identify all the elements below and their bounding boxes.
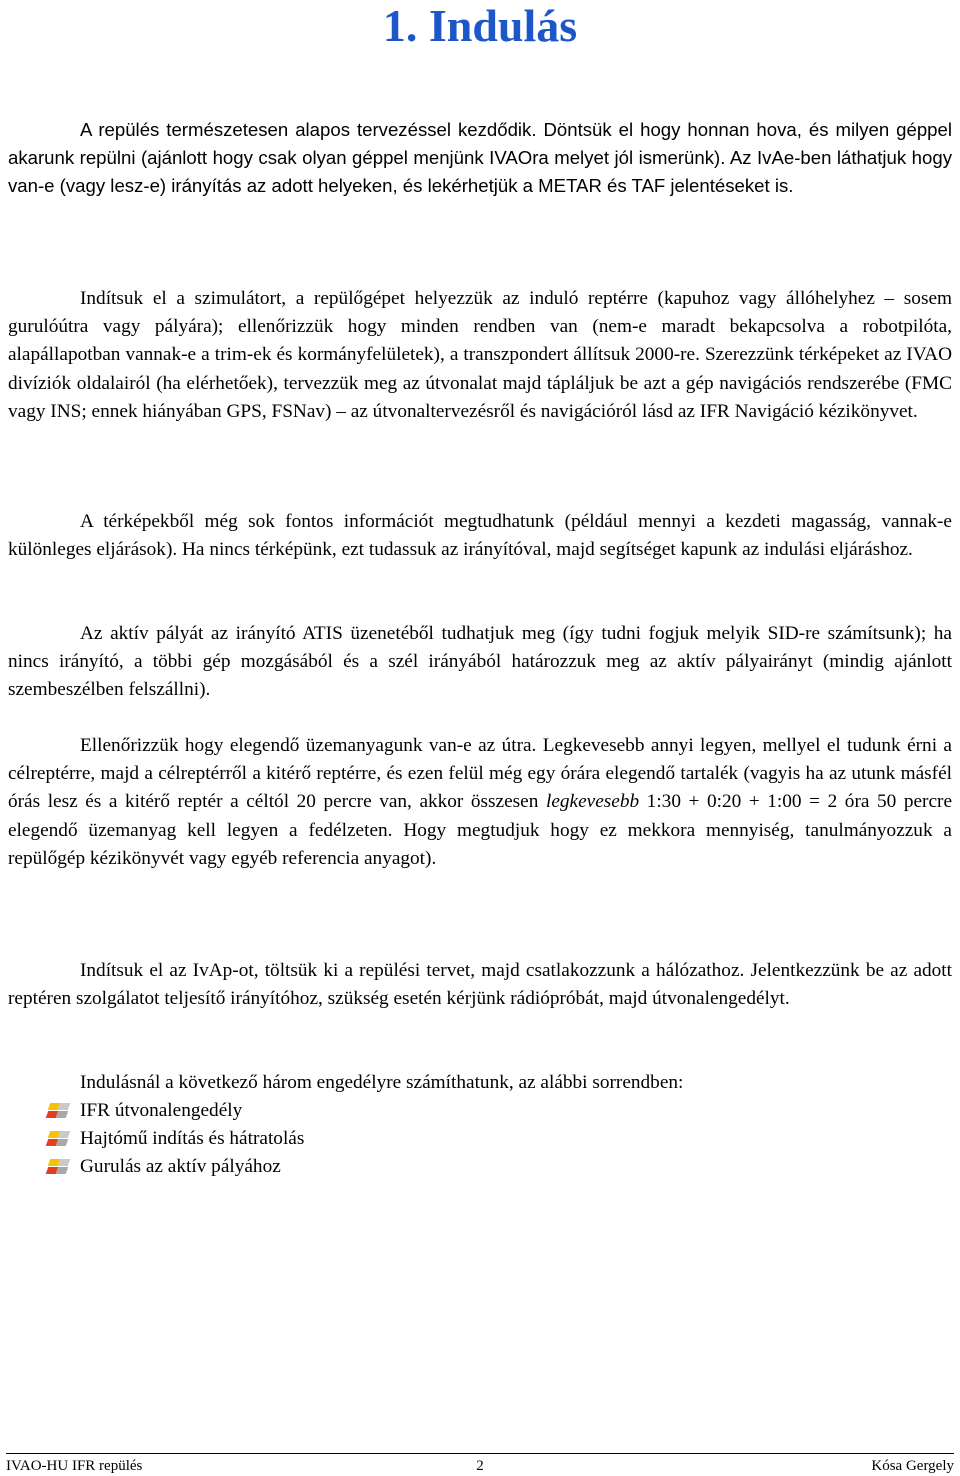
page-footer	[6, 1456, 954, 1476]
paragraph-simulator-setup: Indítsuk el a szimulátort, a repülőgépet helyezzük az induló reptérre (kapuhoz vagy állóhelyhez – sosem gurulóútra vagy pályára); ellenőrizzük hogy minden rendben van (nem-e maradt bekapcsolva a robotpilóta, alapállapotban vannak-e a trim-ek és kormányfelületek), a transzpondert állítsuk 2000-re. Szerezzünk térképeket az IVAO divíziók oldalairól (ha elérhetőek), tervezzük meg az útvonalat majd tápláljuk be azt a gép navigációs rendszerébe (FMC vagy INS; ennek hiányában GPS, FSNav) – az útvonaltervezésről és navigációról lásd az IFR Navigáció kézikönyvet.	[8, 288, 952, 422]
footer-page-number: 2	[476, 1458, 484, 1474]
paragraph-planning: A repülés természetesen alapos tervezéssel kezdődik. Döntsük el hogy honnan hova, és milyen géppel akarunk repülni (ajánlott hogy csak olyan géppel menjünk IVAOra melyet jól ismerünk). Az IvAe-ben láthatjuk hogy van-e (vagy lesz-e) irányítás az adott helyeken, és lekérhetjük a METAR és TAF jelentéseket is.	[8, 119, 952, 197]
list-item	[46, 1125, 304, 1153]
paragraph-charts: A térképekből még sok fontos információt megtudhatunk (például mennyi a kezdeti magasság, vannak-e különleges eljárások). Ha nincs térképünk, ezt tudassuk az irányítóval, majd segítséget kapunk az indulási eljáráshoz.	[8, 511, 952, 561]
paragraph-ivap: Indítsuk el az IvAp-ot, töltsük ki a repülési tervet, majd csatlakozzunk a hálózathoz. Jelentkezzünk be az adott reptéren szolgálatot teljesítő irányítóhoz, szükség esetén kérjünk rádiópróbát, majd útvonalengedélyt.	[8, 960, 952, 1010]
colored-blocks-bullet-icon	[46, 1159, 68, 1175]
clearance-list-intro: Indulásnál a következő három engedélyre számíthatunk, az alábbi sorrendben:	[80, 1072, 684, 1093]
list-item-label: Gurulás az aktív pályához	[80, 1156, 281, 1178]
footer-document-title: IVAO-HU IFR repülés	[6, 1458, 143, 1474]
list-item-label: IFR útvonalengedély	[80, 1100, 243, 1122]
fuel-text-part-1: Ellenőrizzük hogy elegendő üzemanyagunk van-e az útra. Legkevesebb annyi legyen, mellyel el tudunk érni a célreptérre, majd a célreptérről a kitérő reptérre, és ezen felül még egy órára elegendő tartalék (vagyis ha az utunk másfél órás lesz és a kitérő reptér a céltól 20 percre van, akkor összesen	[8, 735, 952, 813]
list-item	[46, 1153, 304, 1181]
colored-blocks-bullet-icon	[46, 1131, 68, 1147]
footer-author: Kósa Gergely	[871, 1458, 954, 1474]
fuel-text-emphasis: legkevesebb	[545, 791, 640, 813]
list-item	[46, 1097, 304, 1125]
list-item-label: Hajtómű indítás és hátratolás	[80, 1128, 305, 1150]
page-title: 1. Indulás	[382, 0, 578, 51]
paragraph-active-runway: Az aktív pályát az irányító ATIS üzenetéből tudhatjuk meg (így tudni fogjuk melyik SID-re számítsunk); ha nincs irányító, a többi gép mozgásából és a szél irányából határozzuk meg az aktív pályairányt (mindig ajánlott szembeszélben felszállni).	[8, 623, 952, 701]
clearance-list	[46, 1097, 304, 1182]
footer-divider	[6, 1453, 954, 1454]
colored-blocks-bullet-icon	[46, 1103, 68, 1119]
fuel-text-part-2: 1:30 + 0:20 + 1:00 = 2 óra 50 percre elegendő üzemanyag kell legyen a fedélzeten. Hogy megtudjuk hogy ez mekkora mennyiség, tanulmányozzuk a repülőgép kézikönyvét vagy egyéb referencia anyagot).	[8, 791, 953, 869]
paragraph-fuel	[8, 732, 952, 873]
